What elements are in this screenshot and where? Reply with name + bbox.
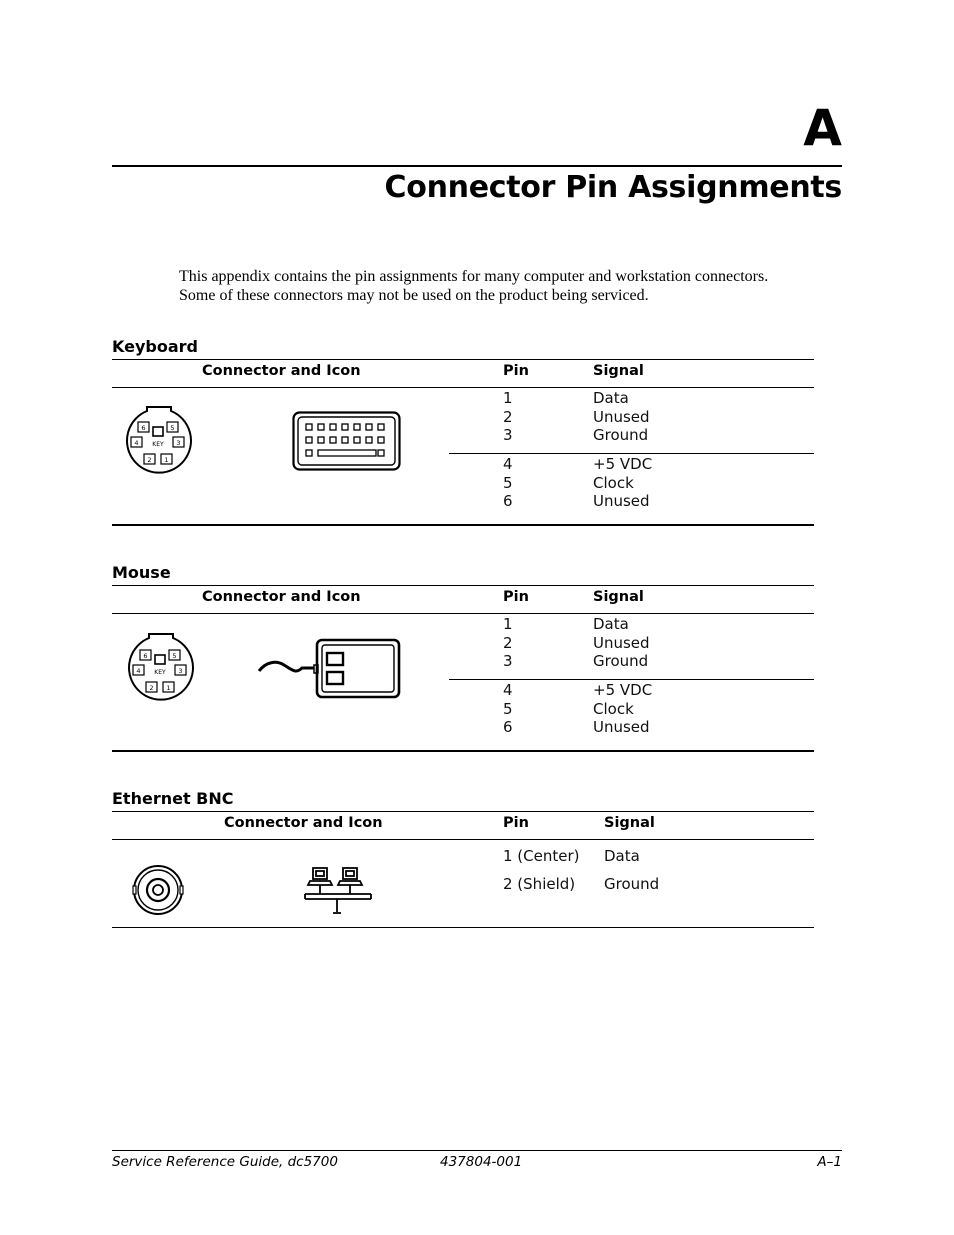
title-rule: [112, 165, 842, 167]
pin-value: 5: [503, 699, 513, 718]
mouse-signals-group-2: [593, 681, 652, 737]
mouse-signals-group-1: [593, 615, 650, 671]
mouse-col-connector: Connector and Icon: [202, 589, 361, 605]
keyboard-col-connector: Connector and Icon: [202, 363, 361, 379]
mouse-table-bottom-rule: [112, 750, 814, 752]
signal-value: Unused: [593, 492, 650, 511]
signal-value: Ground: [604, 875, 660, 893]
intro-line-2: Some of these connectors may not be used on the product being serviced.: [179, 287, 649, 304]
mouse-col-signal: Signal: [593, 589, 644, 605]
keyboard-icon: [292, 411, 402, 471]
mouse-table-top-rule: [112, 585, 814, 586]
keyboard-pins-group-2: [503, 455, 513, 511]
mouse-pin-label: 1: [166, 684, 171, 692]
keyboard-pins-group-1: [503, 389, 513, 445]
keyboard-heading: Keyboard: [112, 337, 198, 356]
pin-value: 2: [503, 633, 513, 652]
appendix-letter: A: [803, 99, 842, 157]
signal-value: +5 VDC: [593, 681, 653, 699]
page-title: Connector Pin Assignments: [384, 170, 842, 205]
ethernet-table-bottom-rule: [112, 927, 814, 928]
pin-value: 4: [503, 455, 513, 473]
ethernet-signals: [604, 842, 659, 898]
mouse-pin-label: 6: [143, 652, 148, 660]
keyboard-pin-label: 3: [176, 439, 181, 447]
pin-value: 1 (Center): [503, 847, 580, 865]
pin-value: 4: [503, 681, 513, 699]
mouse-pin-label: 4: [136, 667, 141, 675]
keyboard-signals-group-2: [593, 455, 652, 511]
keyboard-col-pin: Pin: [503, 363, 529, 379]
keyboard-signals-group-1: [593, 389, 650, 445]
signal-value: Clock: [593, 699, 634, 718]
network-icon: [303, 866, 373, 916]
keyboard-table-top-rule: [112, 359, 814, 360]
mouse-pin-label: 3: [178, 667, 183, 675]
mouse-icon: [256, 638, 402, 700]
mouse-pins-group-2: [503, 681, 513, 737]
pin-value: 5: [503, 473, 513, 492]
mouse-pin-label: 2: [149, 684, 154, 692]
ethernet-pins: [503, 842, 580, 898]
ethernet-bnc-heading: Ethernet BNC: [112, 789, 234, 808]
keyboard-key-label: KEY: [152, 441, 164, 448]
signal-value: Unused: [593, 407, 650, 426]
keyboard-pin-label: 4: [134, 439, 139, 447]
signal-value: Unused: [593, 718, 650, 737]
footer-page-number: A–1: [817, 1154, 842, 1170]
footer-guide-title: Service Reference Guide, dc5700: [112, 1154, 338, 1170]
keyboard-col-signal: Signal: [593, 363, 644, 379]
keyboard-pin-label: 6: [141, 424, 146, 432]
mouse-mini-din-connector-icon: [124, 630, 198, 704]
ethernet-col-signal: Signal: [604, 815, 655, 831]
signal-value: Data: [593, 389, 629, 407]
keyboard-group-divider: [449, 453, 814, 454]
mouse-col-pin: Pin: [503, 589, 529, 605]
keyboard-pin-label: 5: [170, 424, 175, 432]
mouse-header-rule: [112, 613, 814, 614]
pin-value: 3: [503, 652, 513, 671]
pin-value: 1: [503, 615, 513, 633]
mouse-pin-label: 5: [172, 652, 177, 660]
footer-part-number: 437804-001: [440, 1154, 523, 1170]
intro-paragraph: [179, 267, 839, 305]
pin-value: 6: [503, 718, 513, 737]
pin-value: 6: [503, 492, 513, 511]
signal-value: Data: [593, 615, 629, 633]
ethernet-col-pin: Pin: [503, 815, 529, 831]
footer-rule: [112, 1150, 842, 1151]
signal-value: +5 VDC: [593, 455, 653, 473]
bnc-connector-icon: [132, 864, 184, 916]
keyboard-pin-label: 2: [147, 456, 152, 464]
keyboard-header-rule: [112, 387, 814, 388]
ethernet-table-top-rule: [112, 811, 814, 812]
keyboard-mini-din-connector-icon: [122, 403, 196, 477]
pin-value: 1: [503, 389, 513, 407]
ethernet-header-rule: [112, 839, 814, 840]
mouse-pins-group-1: [503, 615, 513, 671]
signal-value: Unused: [593, 633, 650, 652]
pin-value: 2: [503, 407, 513, 426]
keyboard-pin-label: 1: [164, 456, 169, 464]
signal-value: Data: [604, 847, 640, 865]
intro-line-1: This appendix contains the pin assignments for many computer and workstation connectors.: [179, 268, 769, 285]
mouse-key-label: KEY: [154, 669, 166, 676]
mouse-group-divider: [449, 679, 814, 680]
signal-value: Ground: [593, 426, 649, 445]
signal-value: Clock: [593, 473, 634, 492]
pin-value: 2 (Shield): [503, 875, 576, 893]
pin-value: 3: [503, 426, 513, 445]
ethernet-col-connector: Connector and Icon: [224, 815, 383, 831]
mouse-heading: Mouse: [112, 563, 171, 582]
keyboard-table-bottom-rule: [112, 524, 814, 526]
signal-value: Ground: [593, 652, 649, 671]
